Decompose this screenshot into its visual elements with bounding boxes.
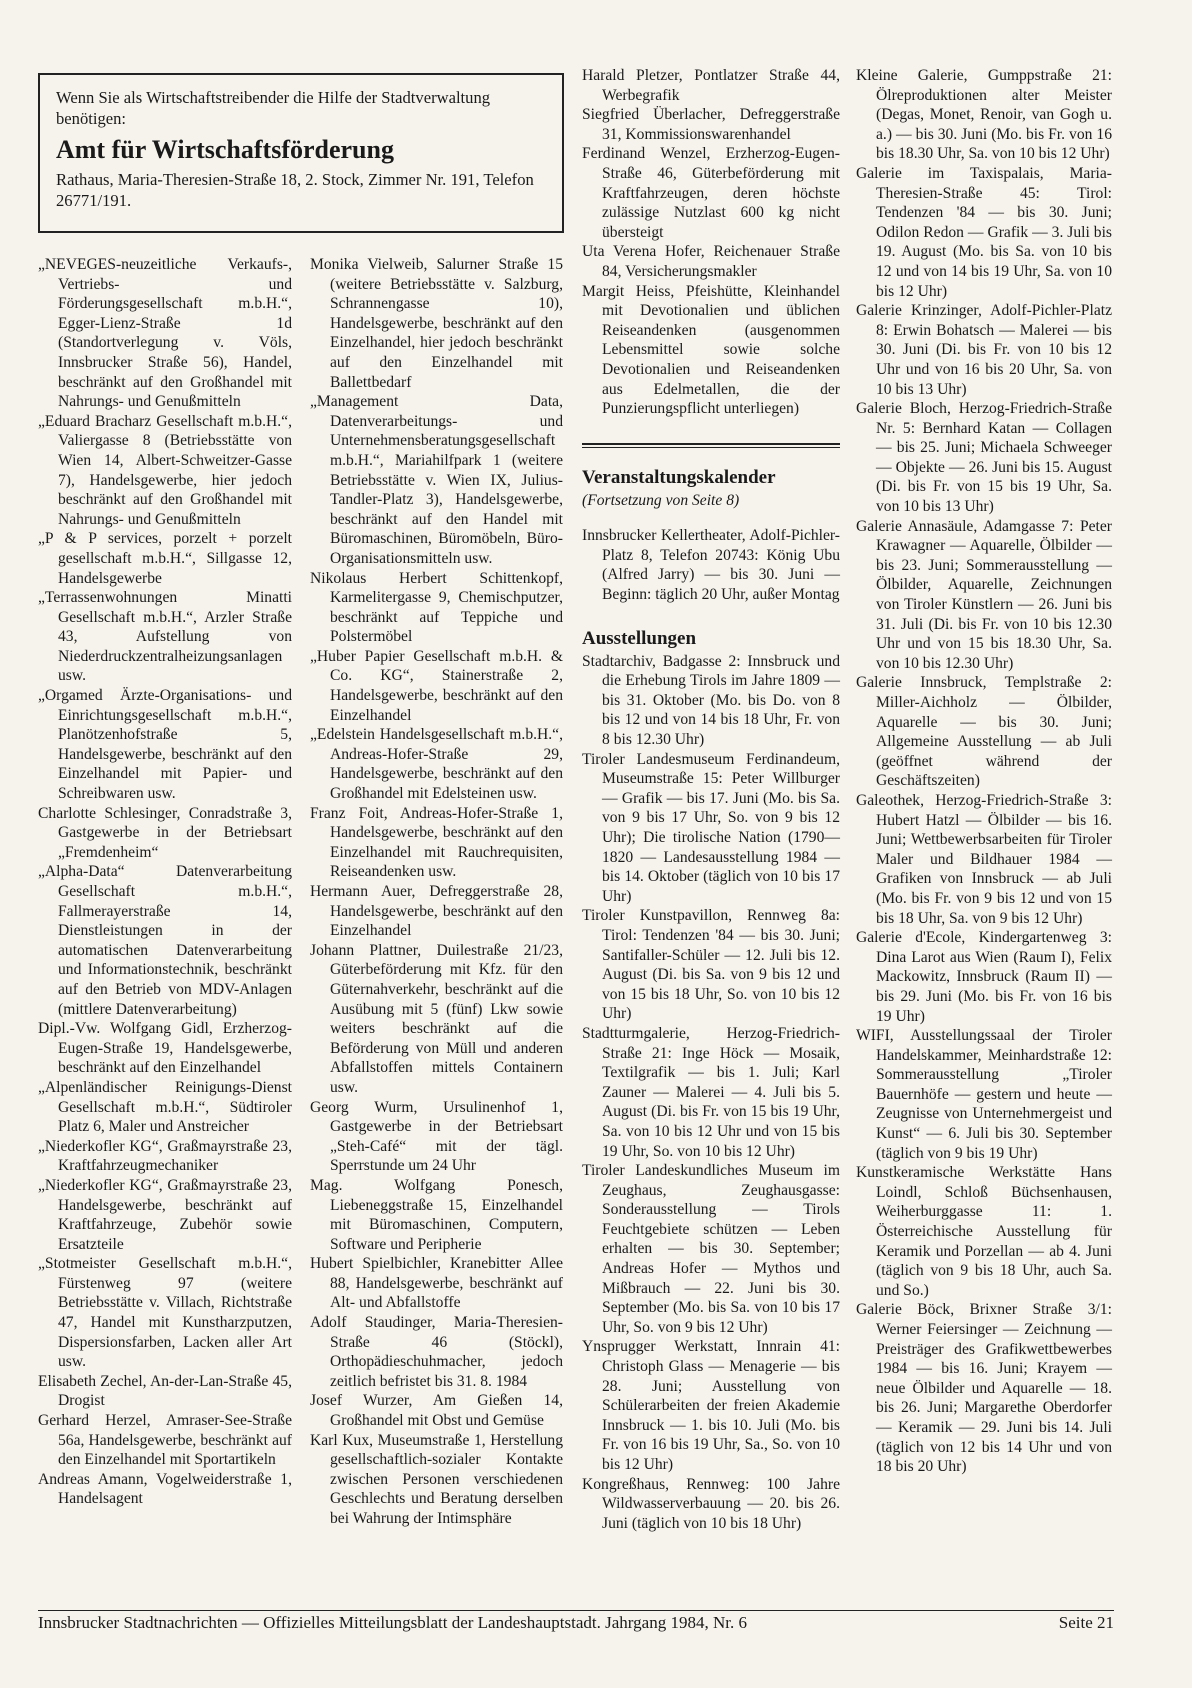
list-entry: „Alpha-Data“ Datenverarbeitung Gesellschaft m.b.H.“, Fallmerayerstraße 14, Dienstleistungen in der automatischen Datenverarbeitung und Informationstechnik, beschränkt auf den Betrieb von MDV-Anlagen (mittlere Datenverarbeitung) bbox=[38, 863, 292, 1018]
section-divider bbox=[582, 443, 840, 448]
list-entry: „Huber Papier Gesellschaft m.b.H. & Co. KG“, Stainerstraße 2, Handelsgewerbe, beschränkt auf den Einzelhandel bbox=[310, 647, 563, 724]
list-entry: Stadtarchiv, Badgasse 2: Innsbruck und die Erhebung Tirols im Jahre 1809 — bis 31. Oktober (Mo. bis Do. von 8 bis 12 und von 14 bis 18 Uhr, Fr. von 8 bis 12.30 Uhr) bbox=[582, 652, 840, 749]
list-entry: Kunstkeramische Werkstätte Hans Loindl, Schloß Büchsenhausen, Weiherburggasse 11: 1. Österreichische Ausstellung für Keramik und Porzellan — ab 4. Juni (täglich von 9 bis 18 Uhr, auch Sa. und So.) bbox=[856, 1164, 1112, 1299]
list-entry: „Terrassenwohnungen Minatti Gesellschaft m.b.H.“, Arzler Straße 43, Aufstellung von Niederdruckzentralheizungsanlagen usw. bbox=[38, 589, 292, 685]
list-entry: Stadtturmgalerie, Herzog-Friedrich-Straße 21: Inge Höck — Mosaik, Textilgrafik — bis 1. Juli; Karl Zauner — Malerei — 4. Juli bis 5. August (Di. bis Fr. von 15 bis 19 Uhr, Sa. von 10 bis 12 Uhr und von 15 bis 19 Uhr, So. von 10 bis 12 Uhr) bbox=[582, 1024, 840, 1160]
events-calendar-title: Veranstaltungskalender bbox=[582, 466, 776, 488]
column-3 bbox=[582, 66, 840, 1533]
list-entry: „Alpenländischer Reinigungs-Dienst Gesellschaft m.b.H.“, Südtiroler Platz 6, Maler und Anstreicher bbox=[38, 1078, 292, 1136]
list-entry: WIFI, Ausstellungssaal der Tiroler Handelskammer, Meinhardstraße 12: Sommerausstellung „Tiroler Bauernhöfe — gestern und heute — Zeugnisse von Unternehmergeist und Kunst“ — 6. Juli bis 30. September (täglich von 9 bis 19 Uhr) bbox=[856, 1027, 1112, 1162]
info-box-intro: Wenn Sie als Wirtschaftstreibender die Hilfe der Stadtverwaltung benötigen: bbox=[56, 88, 491, 128]
list-entry: Tiroler Kunstpavillon, Rennweg 8a: Tirol: Tendenzen '84 — bis 30. Juni; Santifaller-Schüler — 12. Juli bis 12. August (Di. bis Sa. von 9 bis 12 und von 15 bis 18 Uhr, So. von 10 bis 12 Uhr) bbox=[582, 907, 840, 1023]
list-entry: Siegfried Überlacher, Defreggerstraße 31, Kommissionswarenhandel bbox=[582, 106, 840, 143]
list-entry: Galerie im Taxispalais, Maria-Theresien-Straße 45: Tirol: Tendenzen '84 — bis 30. Juni; Odilon Redon — Grafik — 3. Juli bis 19. August (Mo. bis Sa. von 10 bis 12 und von 14 bis 19 Uhr, Sa. von 10 bis 12 Uhr) bbox=[856, 164, 1112, 300]
list-entry: Mag. Wolfgang Ponesch, Liebeneggstraße 15, Einzelhandel mit Büromaschinen, Computern, Software und Peripherie bbox=[310, 1176, 563, 1253]
list-entry: Nikolaus Herbert Schittenkopf, Karmelitergasse 9, Chemischputzer, beschränkt auf Teppiche und Polstermöbel bbox=[310, 569, 563, 646]
list-entry: Galerie d'Ecole, Kindergartenweg 3: Dina Larot aus Wien (Raum I), Felix Mackowitz, Innsbruck (Raum II) — bis 29. Juni (Mo. bis Fr. von 16 bis 19 Uhr) bbox=[856, 929, 1112, 1025]
info-box bbox=[38, 73, 564, 233]
footer-page-number: Seite 21 bbox=[1058, 1613, 1114, 1632]
list-entry: Harald Pletzer, Pontlatzer Straße 44, Werbegrafik bbox=[582, 67, 840, 104]
list-entry: Margit Heiss, Pfeishütte, Kleinhandel mit Devotionalien und üblichen Reiseandenken (ausgenommen Lebensmittel sowie solche Devotionalien und Reiseandenken aus Edelmetallen, die der Punzierungspflicht unterliegen) bbox=[582, 282, 840, 418]
list-entry: „Niederkofler KG“, Graßmayrstraße 23, Handelsgewerbe, beschränkt auf Kraftfahrzeuge, Zubehör sowie Ersatzteile bbox=[38, 1176, 292, 1253]
list-entry: „Orgamed Ärzte-Organisations- und Einrichtungsgesellschaft m.b.H.“, Planötzenhofstraße 5, Handelsgewerbe, beschränkt auf den Einzelhandel mit Papier- und Schreibwaren usw. bbox=[38, 687, 292, 803]
list-entry: Andreas Amann, Vogelweiderstraße 1, Handelsagent bbox=[38, 1470, 292, 1508]
page-footer bbox=[38, 1610, 1114, 1633]
list-entry: Tiroler Landeskundliches Museum im Zeughaus, Zeughausgasse: Sonderausstellung — Tirols Feuchtgebiete schützen — Leben erhalten — bis 30. September; Andreas Hofer — Mythos und Mißbrauch — 22. Juni bis 30. September (Mo. bis Sa. von 10 bis 17 Uhr, So. von 9 bis 12 Uhr) bbox=[582, 1162, 840, 1336]
list-entry: Dipl.-Vw. Wolfgang Gidl, Erzherzog-Eugen-Straße 19, Handelsgewerbe, beschränkt auf den Einzelhandel bbox=[38, 1020, 292, 1077]
info-box-heading: Amt für Wirtschaftsförderung bbox=[56, 135, 394, 164]
list-entry: „Stotmeister Gesellschaft m.b.H.“, Fürstenweg 97 (weitere Betriebsstätte v. Villach, Richtstraße 47, Handel mit Kunstharzputzen, Dispersionsfarben, Lacken aller Art usw. bbox=[38, 1255, 292, 1371]
footer-publication: Innsbrucker Stadtnachrichten — Offizielles Mitteilungsblatt der Landeshauptstadt. Jahrgang 1984, Nr. 6 bbox=[38, 1613, 747, 1632]
list-entry: „P & P services, porzelt + porzelt gesellschaft m.b.H.“, Sillgasse 12, Handelsgewerbe bbox=[38, 530, 292, 587]
list-entry: Ferdinand Wenzel, Erzherzog-Eugen-Straße 46, Güterbeförderung mit Kraftfahrzeugen, deren höchste zulässige Nutzlast 600 kg nicht übersteigt bbox=[582, 145, 840, 241]
list-entry: Kleine Galerie, Gumppstraße 21: Ölreproduktionen alter Meister (Degas, Monet, Renoir, van Gogh u. a.) — bis 30. Juni (Mo. bis Fr. von 16 bis 18.30 Uhr, Sa. von 10 bis 12 Uhr) bbox=[856, 67, 1112, 163]
list-entry: Galerie Bloch, Herzog-Friedrich-Straße Nr. 5: Bernhard Katan — Collagen — bis 25. Juni; Michaela Schweeger — Objekte — 26. Juni bis 15. August (Di. bis Fr. von 15 bis 19 Uhr, Sa. von 10 bis 13 Uhr) bbox=[856, 400, 1112, 516]
list-entry: „Eduard Bracharz Gesellschaft m.b.H.“, Valiergasse 8 (Betriebsstätte von Wien 14, Albert-Schweitzer-Gasse 7), Handelsgewerbe, hier jedoch beschränkt auf den Großhandel mit Nahrungs- und Genußmitteln bbox=[38, 412, 292, 528]
events-calendar-subtitle: (Fortsetzung von Seite 8) bbox=[582, 491, 740, 509]
column-4 bbox=[856, 66, 1112, 1477]
list-entry: Tiroler Landesmuseum Ferdinandeum, Museumstraße 15: Peter Willburger — Grafik — bis 17. Juni (Mo. bis Sa. von 9 bis 17 Uhr, So. von 9 bis 12 Uhr); Die tirolische Nation (1790—1820 — Landesausstellung 1984 — bis 14. Oktober (täglich von 10 bis 17 Uhr) bbox=[582, 750, 840, 905]
list-entry: Johann Plattner, Duilestraße 21/23, Güterbeförderung mit Kfz. für den Güternahverkehr, beschränkt auf die Ausübung mit 5 (fünf) Lkw sowie weiters beschränkt auf die Beförderung von Müll und anderen Abfallstoffen mittels Containern usw. bbox=[310, 941, 563, 1096]
exhibitions-list bbox=[582, 652, 840, 1534]
list-entry: Ynsprugger Werkstatt, Innrain 41: Christoph Glass — Menagerie — bis 28. Juni; Ausstellung von Schülerarbeiten der freien Akademie Innsbruck — 1. bis 10. Juli (Mo. bis Fr. von 16 bis 19 Uhr, Sa., So. von 10 bis 12 Uhr) bbox=[582, 1338, 840, 1473]
column-2 bbox=[310, 255, 563, 1529]
list-entry: Hubert Spielbichler, Kranebitter Allee 88, Handelsgewerbe, beschränkt auf Alt- und Abfallstoffe bbox=[310, 1255, 563, 1312]
list-entry: Galerie Krinzinger, Adolf-Pichler-Platz 8: Erwin Bohatsch — Malerei — bis 30. Juni (Di. bis Fr. von 10 bis 12 Uhr und von 16 bis 20 Uhr, Sa. von 10 bis 13 Uhr) bbox=[856, 302, 1112, 398]
list-entry: Elisabeth Zechel, An-der-Lan-Straße 45, Drogist bbox=[38, 1372, 292, 1410]
list-entry: Kongreßhaus, Rennweg: 100 Jahre Wildwasserverbauung — 20. bis 26. Juni (täglich von 10 bis 18 Uhr) bbox=[582, 1475, 840, 1532]
list-entry: Josef Wurzer, Am Gießen 14, Großhandel mit Obst und Gemüse bbox=[310, 1392, 563, 1430]
list-entry: Galerie Innsbruck, Templstraße 2: Miller-Aichholz — Ölbilder, Aquarelle — bis 30. Juni; Allgemeine Ausstellung — ab Juli (geöffnet während der Geschäftszeiten) bbox=[856, 674, 1112, 790]
info-box-address: Rathaus, Maria-Theresien-Straße 18, 2. Stock, Zimmer Nr. 191, Telefon 26771/191. bbox=[56, 170, 534, 210]
list-entry: Adolf Staudinger, Maria-Theresien-Straße 46 (Stöckl), Orthopädieschuhmacher, jedoch zeitlich befristet bis 31. 8. 1984 bbox=[310, 1314, 563, 1390]
list-entry: „Niederkofler KG“, Graßmayrstraße 23, Kraftfahrzeugmechaniker bbox=[38, 1137, 292, 1175]
list-entry: Gerhard Herzel, Amraser-See-Straße 56a, Handelsgewerbe, beschränkt auf den Einzelhandel mit Sportartikeln bbox=[38, 1412, 292, 1469]
event-entry: Innsbrucker Kellertheater, Adolf-Pichler-Platz 8, Telefon 20743: König Ubu (Alfred Jarry) — bis 30. Juni — Beginn: täglich 20 Uhr, außer Montag bbox=[582, 527, 840, 604]
list-entry: Uta Verena Hofer, Reichenauer Straße 84, Versicherungsmakler bbox=[582, 243, 840, 280]
list-entry: Charlotte Schlesinger, Conradstraße 3, Gastgewerbe in der Betriebsart „Fremdenheim“ bbox=[38, 804, 292, 861]
list-entry: „NEVEGES-neuzeitliche Verkaufs-, Vertriebs- und Förderungsgesellschaft m.b.H.“, Egger-Lienz-Straße 1d (Standortverlegung v. Völs, Innsbrucker Straße 56), Handel, beschränkt auf den Großhandel mit Nahrungs- und Genußmitteln bbox=[38, 256, 292, 411]
list-entry: Hermann Auer, Defreggerstraße 28, Handelsgewerbe, beschränkt auf den Einzelhandel bbox=[310, 883, 563, 940]
list-entry: Karl Kux, Museumstraße 1, Herstellung gesellschaftlich-sozialer Kontakte zwischen Personen verschiedenen Geschlechts und Beratung derselben bei Wahrung der Intimsphäre bbox=[310, 1431, 563, 1527]
register-list-continued bbox=[582, 66, 840, 419]
list-entry: Galerie Böck, Brixner Straße 3/1: Werner Feiersinger — Zeichnung — Preisträger des Grafikwettbewerbes 1984 — bis 16. Juni; Krayem — neue Ölbilder und Aquarelle — 18. bis 26. Juni; Margarethe Oberdorfer — Keramik — 29. Juni bis 14. Juli (täglich von 12 bis 14 Uhr und von 18 bis 20 Uhr) bbox=[856, 1301, 1112, 1476]
exhibitions-title: Ausstellungen bbox=[582, 627, 697, 649]
list-entry: Georg Wurm, Ursulinenhof 1, Gastgewerbe in der Betriebsart „Steh-Café“ mit der tägl. Sperrstunde um 24 Uhr bbox=[310, 1098, 563, 1175]
list-entry: „Edelstein Handelsgesellschaft m.b.H.“, Andreas-Hofer-Straße 29, Handelsgewerbe, beschränkt auf den Großhandel mit Edelsteinen usw. bbox=[310, 726, 563, 803]
column-1 bbox=[38, 255, 292, 1509]
list-entry: Franz Foit, Andreas-Hofer-Straße 1, Handelsgewerbe, beschränkt auf den Einzelhandel mit Rauchrequisiten, Reiseandenken usw. bbox=[310, 804, 563, 881]
list-entry: Monika Vielweib, Salurner Straße 15 (weitere Betriebsstätte v. Salzburg, Schrannengasse 10), Handelsgewerbe, beschränkt auf den Einzelhandel, hier jedoch beschränkt auf den Einzelhandel mit Ballettbedarf bbox=[310, 256, 563, 391]
list-entry: Galerie Annasäule, Adamgasse 7: Peter Krawagner — Aquarelle, Ölbilder — bis 23. Juni; Sommerausstellung — Ölbilder, Aquarelle, Zeichnungen von Tiroler Künstlern — 26. Juni bis 31. Juli (Di. bis Fr. von 10 bis 12.30 Uhr und von 15 bis 18.30 Uhr, Sa. von 10 bis 12.30 Uhr) bbox=[856, 517, 1112, 672]
list-entry: Galeothek, Herzog-Friedrich-Straße 3: Hubert Hatzl — Ölbilder — bis 16. Juni; Wettbewerbsarbeiten für Tiroler Maler und Bildhauer 1984 — Grafiken von Innsbruck — ab Juli (Mo. bis Fr. von 9 bis 12 und von 15 bis 18 Uhr, Sa. von 9 bis 12 Uhr) bbox=[856, 791, 1112, 927]
list-entry: „Management Data, Datenverarbeitungs- und Unternehmensberatungsgesellschaft m.b.H.“, Mariahilfpark 1 (weitere Betriebsstätte v. Wien IX, Julius-Tandler-Platz 3), Handelsgewerbe, beschränkt auf den Handel mit Büromaschinen, Büromöbeln, Büro-Organisationsmitteln usw. bbox=[310, 393, 563, 567]
